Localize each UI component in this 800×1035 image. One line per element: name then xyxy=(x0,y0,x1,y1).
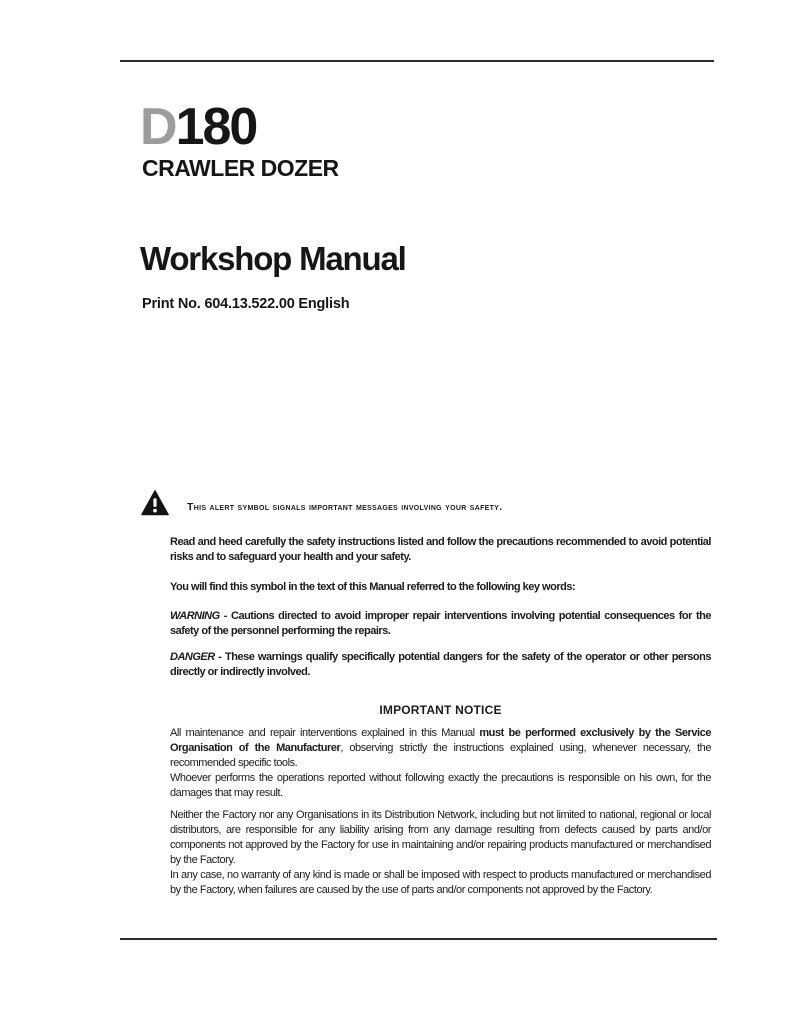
danger-keyword-definition: - These warnings qualify specifically potential dangers for the safety of the operator or other persons directly or indirectly involved. xyxy=(170,651,711,678)
notice-p1-bold-text: must be performed exclusively by the Service Organisation of the Manufacturer xyxy=(170,727,712,754)
model-prefix: D xyxy=(140,98,176,156)
notice-paragraph-1 xyxy=(170,726,711,801)
document-title: Workshop Manual xyxy=(140,240,406,277)
warning-keyword-definition: - Cautions directed to avoid improper repair interventions involving potential consequences for the safety of the personnel performing the repairs. xyxy=(170,610,711,637)
notice-paragraph-2-block-1: Neither the Factory nor any Organisations in its Distribution Network, including but not limited to national, regional or local distributors, are responsible for any liability arising from any damage resulting from defects caused by parts and/or components not approved by the Factory for use in maintaining and/or repairing products manufactured or merchandised by the Factory. xyxy=(170,809,711,866)
read-heed-paragraph: Read and heed carefully the safety instructions listed and follow the precautions recommended to avoid potential risks and to safeguard your health and your safety. xyxy=(170,536,711,563)
bottom-rule xyxy=(120,938,717,940)
print-number: Print No. 604.13.522.00 English xyxy=(142,296,350,312)
danger-keyword-term: DANGER xyxy=(170,651,215,663)
notice-paragraph-1-block-2: Whoever performs the operations reported without following exactly the precautions is responsible on his own, for the damages that may result. xyxy=(170,772,711,799)
model-name xyxy=(140,98,257,156)
safety-alert-row xyxy=(141,490,502,516)
important-notice-heading: IMPORTANT NOTICE xyxy=(379,703,502,717)
model-number: 180 xyxy=(175,98,257,156)
danger-keyword-paragraph xyxy=(170,650,711,680)
warning-keyword-term: WARNING xyxy=(170,610,220,622)
notice-paragraph-2-block-2: In any case, no warranty of any kind is made or shall be imposed with respect to products manufactured or merchandised by the Factory, when failures are caused by the use of parts and/or components not approved by the Factory. xyxy=(170,869,711,896)
top-rule xyxy=(120,60,714,62)
machine-type-subtitle: CRAWLER DOZER xyxy=(142,155,339,181)
notice-p1-text-2: , observing strictly the instructions explained using, whenever necessary, the recommended specific tools. xyxy=(170,742,711,769)
warning-triangle-icon xyxy=(141,490,169,516)
notice-paragraph-2 xyxy=(170,808,711,898)
warning-keyword-paragraph xyxy=(170,609,711,639)
notice-paragraph-1-block-1 xyxy=(170,726,711,771)
notice-p1-text-1: All maintenance and repair interventions explained in this Manual xyxy=(170,727,480,739)
safety-alert-text: This alert symbol signals important messages involving your safety. xyxy=(187,501,503,513)
keywords-intro-paragraph: You will find this symbol in the text of this Manual referred to the following key words: xyxy=(170,581,576,593)
